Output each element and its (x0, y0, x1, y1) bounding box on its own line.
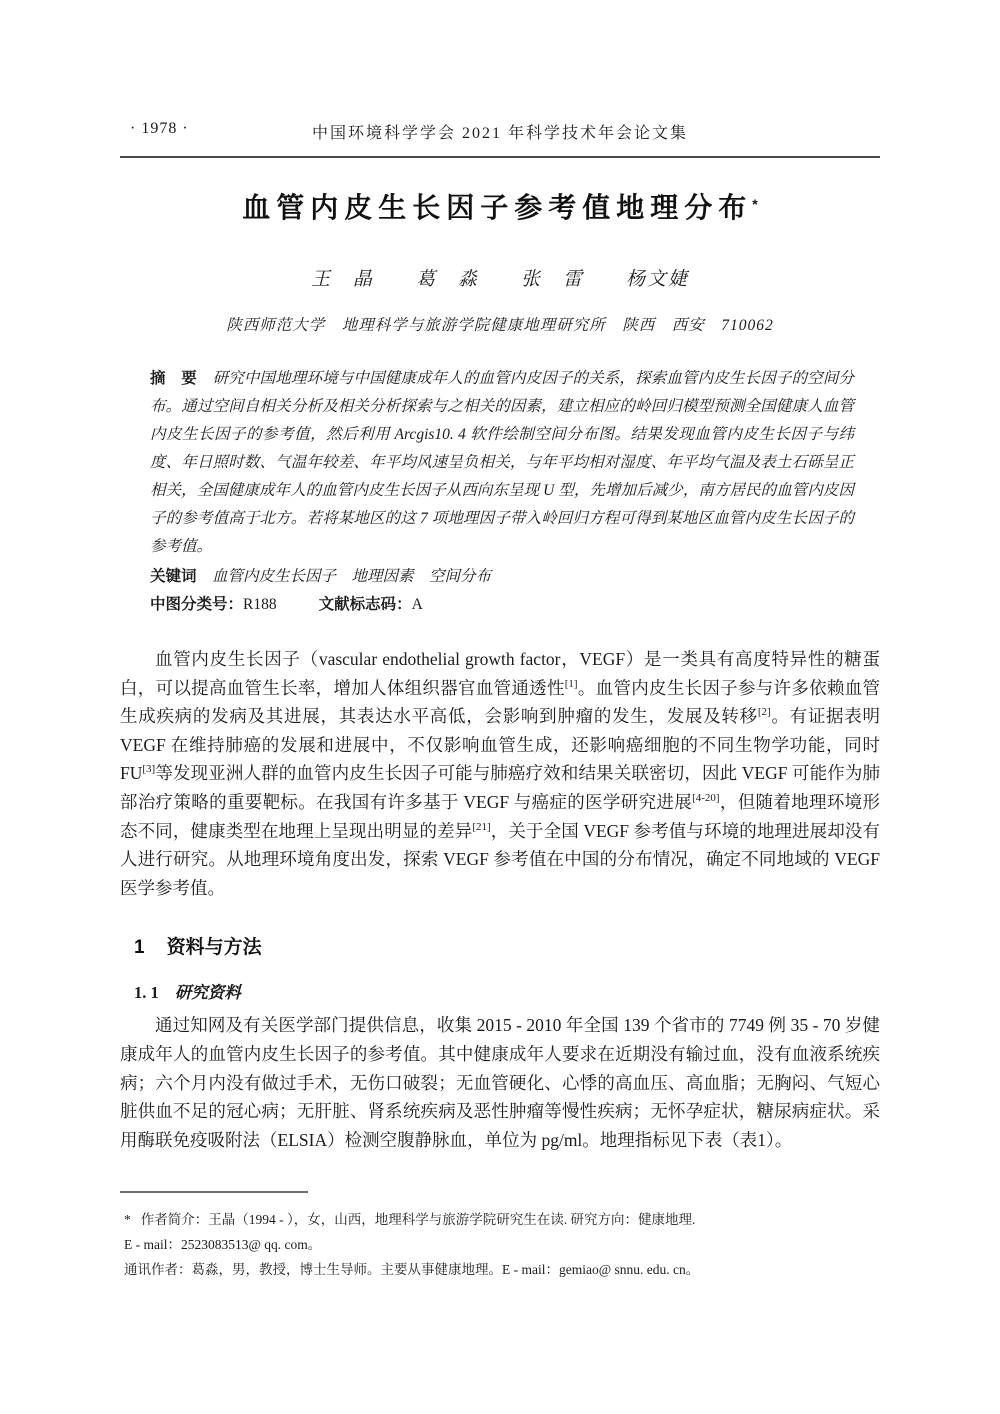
footnote-author-bio (120, 1207, 880, 1232)
header-rule (120, 156, 880, 158)
page-number: · 1978 · (130, 120, 189, 137)
article-title (120, 186, 880, 226)
section-1-1-paragraph: 通过知网及有关医学部门提供信息，收集 2015 - 2010 年全国 139 个省市的 7749 例 35 - 70 岁健康成年人的血管内皮生长因子的参考值。其中健康成年人要求在近期没有输过血，没有血液系统疾病；六个月内没有做过手术，无伤口破裂；无血管硬化、心悸的高血压、高血脂；无胸闷、气短心脏供血不足的冠心病；无肝脏、肾系统疾病及恶性肿瘤等慢性疾病；无怀孕症状，糖尿病症状。采用酶联免疫吸附法（ELSIA）检测空腹静脉血，单位为 pg/ml。地理指标见下表（表1）。 (120, 1015, 880, 1150)
section-1-1-number: 1. 1 (134, 983, 159, 1003)
intro-text: 。血管内皮生长因子参与许多依赖血管生成疾病的发病及其进展，其表达水平高低，会影响到肿瘤的发生，发展及转移 (120, 677, 881, 727)
footnote-corresponding-author: 通讯作者：葛淼，男，教授，博士生导师。主要从事健康地理。E - mail：gemiao@ snnu. edu. cn。 (124, 1262, 700, 1277)
section-1-heading (120, 932, 880, 959)
section-1-1-title: 研究资料 (174, 983, 241, 1003)
article-title-text: 血管内皮生长因子参考值地理分布 (242, 192, 753, 223)
footnote-email: E - mail：2523083513@ qq. com。 (124, 1237, 322, 1252)
doc-code-value: A (411, 596, 423, 613)
running-head (120, 120, 880, 142)
citation-ref-2: [2] (757, 706, 771, 719)
citation-ref-1: [1] (564, 677, 578, 690)
section-1-number: 1 (134, 937, 145, 959)
intro-text: 血管内皮生长因子（vascular endothelial growth factor，VEGF）是一类具有高度特异性的糖蛋白，可以提高血管生长率，增加人体组织器官血管通透性 (120, 649, 880, 698)
author-list: 王 晶 葛 淼 张 雷 杨文婕 (310, 269, 689, 290)
footnote-bio-text: 作者简介：王晶（1994 - ），女，山西，地理科学与旅游学院研究生在读. 研究方向：健康地理. (140, 1212, 696, 1227)
citation-ref-4-20: [4-20] (692, 792, 720, 805)
doc-code-label: 文献标志码： (318, 596, 412, 613)
keywords-text: 血管内皮生长因子 地理因素 空间分布 (212, 568, 492, 585)
title-footnote-mark: * (752, 196, 758, 212)
keywords-label: 关键词 (150, 568, 197, 585)
abstract-label: 摘 要 (150, 370, 197, 387)
keywords-row (150, 563, 854, 591)
section-1-title: 资料与方法 (166, 937, 262, 959)
abstract-text: 研究中国地理环境与中国健康成年人的血管内皮因子的关系，探索血管内皮生长因子的空间分布。通过空间自相关分析及相关分析探索与之相关的因素，建立相应的岭回归模型预测全国健康人血管内皮生长因子的参考值，然后利用 Arcgis10. 4 软件绘制空间分布图。结果发现血管内皮生长因子与纬度、年日照时数、气温年较差、年平均风速呈负相关，与年平均相对湿度、年平均气温及表土石砾呈正相关，全国健康成年人的血管内皮生长因子从西向东呈现 U 型，先增加后减少，南方居民的血管内皮因子的参考值高于北方。若将某地区的这 7 项地理因子带入岭回归方程可得到某地区血管内皮生长因子的参考值。 (150, 370, 854, 555)
intro-text: ，关于全国 VEGF 参考值与环境的地理进展却没有人进行研究。从地理环境角度出发，探索 VEGF 参考值在中国的分布情况，确定不同地域的 VEGF 医学参考值。 (120, 820, 881, 898)
abstract (150, 365, 854, 561)
section-1-1-heading (120, 979, 880, 1003)
intro-text: ，但随着地理环境形态不同，健康类型在地理上呈现出明显的差异 (120, 791, 880, 841)
citation-ref-3: [3] (142, 763, 156, 776)
citation-ref-21: [21] (472, 820, 491, 833)
affiliation: 陕西师范大学 地理科学与旅游学院健康地理研究所 陕西 西安 710062 (226, 317, 774, 334)
proceedings-title: 中国环境科学学会 2021 年科学技术年会论文集 (311, 125, 688, 142)
intro-text: 等发现亚洲人群的血管内皮生长因子可能与肺癌疗效和结果关联密切，因此 VEGF 可能作为肺部治疗策略的重要靶标。在我国有许多基于 VEGF 与癌症的医学研究进展 (120, 763, 880, 812)
classification-row (150, 591, 854, 619)
footnote-block (120, 1191, 880, 1282)
clc-value: R188 (243, 596, 277, 613)
footnote-rule (120, 1191, 308, 1193)
footnote-mark: * (124, 1212, 131, 1227)
clc-label: 中图分类号： (150, 596, 244, 613)
intro-text: 。有证据表明 VEGF 在维持肺癌的发展和进展中，不仅影响血管生成，还影响癌细胞的不同生物学功能，同时 FU (120, 706, 880, 784)
intro-paragraph (120, 645, 880, 902)
